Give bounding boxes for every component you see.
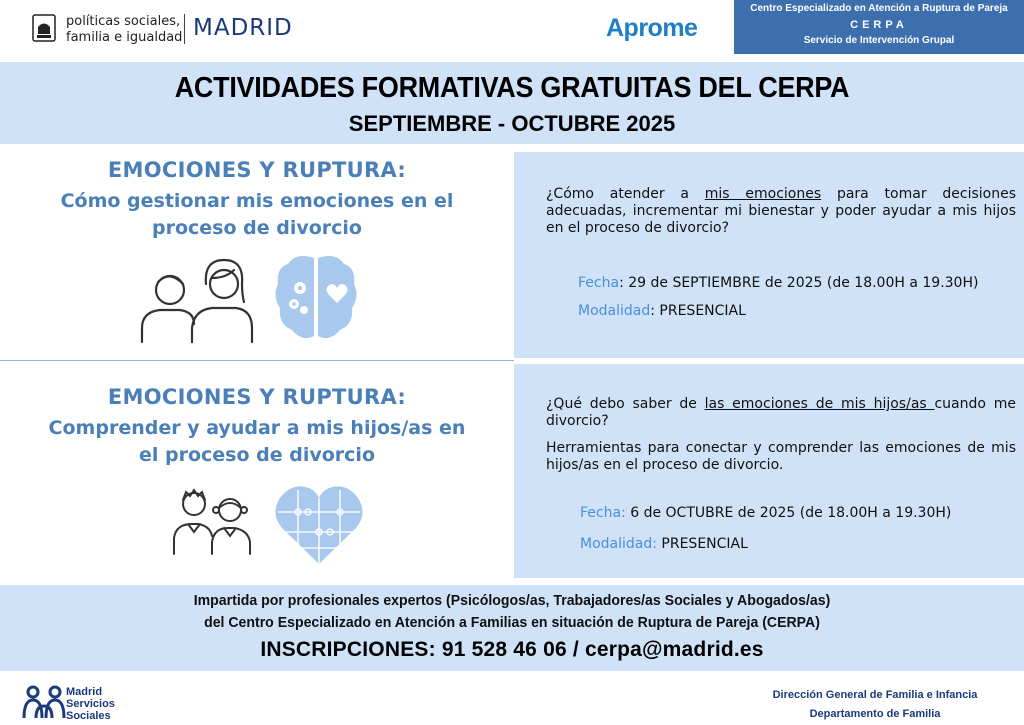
- madrid-wordmark: MADRID: [193, 15, 293, 41]
- activity-2-subtitle: Comprender y ayudar a mis hijos/as en el proceso de divorcio: [48, 417, 466, 466]
- title-band: [0, 62, 1024, 144]
- footer-line-2: del Centro Especializado en Atención a Familias en situación de Ruptura de Pareja (CERPA): [204, 614, 820, 631]
- section-divider: [0, 360, 514, 361]
- page-title: ACTIVIDADES FORMATIVAS GRATUITAS DEL CERPA: [174, 72, 850, 104]
- direccion-general: Dirección General de Familia e Infancia Departamento de Familia: [772, 689, 978, 720]
- activity-1-details: [514, 152, 1024, 358]
- couple-icon: [136, 258, 254, 344]
- activity-1-info: [0, 158, 514, 242]
- footer-band: [0, 585, 1024, 671]
- activity-1-title: EMOCIONES Y RUPTURA:: [107, 158, 407, 182]
- activity-2-details: [514, 364, 1024, 578]
- activity-2-date: Fecha: 6 de OCTUBRE de 2025 (de 18.00H a 19.30H): [580, 505, 952, 521]
- footer-line-1: Impartida por profesionales expertos (Psicólogos/as, Trabajadores/as Sociales y Abogados/as): [193, 592, 831, 609]
- activity-1-mode: Modalidad: PRESENCIAL: [578, 303, 746, 319]
- activity-2-question: ¿Qué debo saber de las emociones de mis hijos/as cuando me divorcio?: [546, 396, 1016, 429]
- department-name: políticas sociales, familia e igualdad: [66, 14, 183, 45]
- activity-2-mode: Modalidad: PRESENCIAL: [580, 536, 748, 552]
- activity-1-subtitle: Cómo gestionar mis emociones en el proceso de divorcio: [60, 190, 454, 239]
- children-icon: [170, 486, 256, 556]
- registration-contact: INSCRIPCIONES: 91 528 46 06 / cerpa@madrid.es: [260, 638, 764, 661]
- servicios-sociales-text: Madrid Servicios Sociales: [66, 686, 115, 722]
- puzzle-heart-icon: [274, 482, 364, 566]
- activity-1-date: Fecha: 29 de SEPTIEMBRE de 2025 (de 18.00H a 19.30H): [578, 275, 979, 291]
- brain-heart-icon: [274, 252, 358, 342]
- page-dates: SEPTIEMBRE - OCTUBRE 2025: [348, 111, 676, 136]
- servicios-sociales-logo-icon: [22, 684, 66, 720]
- madrid-coat-of-arms-icon: [32, 14, 56, 42]
- activity-2-title: EMOCIONES Y RUPTURA:: [107, 385, 407, 409]
- header-divider: [184, 14, 185, 44]
- activity-2-description: Herramientas para conectar y comprender las emociones de mis hijos/as en el proceso de divorcio.: [546, 440, 1016, 473]
- cerpa-header-box: Centro Especializado en Atención a Ruptura de Pareja CERPA Servicio de Intervención Grupal: [734, 0, 1024, 54]
- activity-1-question: ¿Cómo atender a mis emociones para tomar decisiones adecuadas, incrementar mi bienestar y poder ayudar a mis hijos en el proceso de divorcio?: [546, 186, 1017, 236]
- aprome-logo: Aprome: [606, 14, 698, 42]
- activity-2-info: [0, 385, 514, 469]
